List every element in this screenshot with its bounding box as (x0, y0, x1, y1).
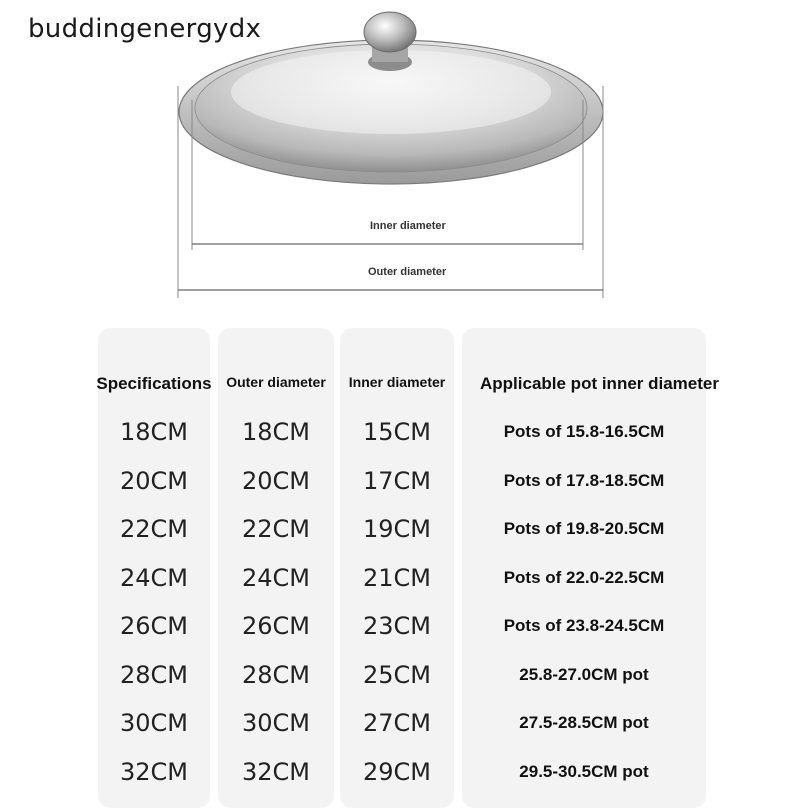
inner-diameter-cell: 17CM (362, 466, 431, 495)
header-specifications: Specifications (96, 374, 212, 393)
applicable-pot-cell: Pots of 17.8-18.5CM (503, 470, 665, 490)
inner-diameter-cell: 27CM (362, 709, 431, 737)
lid-knob (364, 12, 416, 52)
spec-cell: 18CM (119, 418, 188, 446)
inner-diameter-cell: 19CM (362, 515, 431, 543)
outer-diameter-cell: 24CM (241, 563, 310, 592)
inner-diameter-label: Inner diameter (370, 220, 446, 232)
spec-cell: 30CM (119, 709, 188, 737)
header-outer-diameter: Outer diameter (226, 374, 326, 390)
watermark: buddingenergydx (28, 14, 262, 44)
outer-diameter-cell: 30CM (241, 709, 310, 737)
spec-cell: 20CM (119, 466, 188, 495)
outer-diameter-cell: 26CM (241, 612, 310, 640)
header-applicable-pot: Applicable pot inner diameter (480, 374, 719, 393)
spec-cell: 22CM (119, 515, 188, 543)
inner-diameter-cell: 15CM (362, 418, 431, 446)
outer-diameter-cell: 32CM (241, 757, 310, 786)
header-inner-diameter: Inner diameter (348, 374, 446, 390)
outer-diameter-label: Outer diameter (368, 266, 447, 278)
spec-cell: 24CM (119, 563, 188, 592)
inner-diameter-cell: 29CM (362, 757, 431, 786)
inner-diameter-cell: 21CM (362, 563, 431, 592)
spec-cell: 28CM (119, 660, 188, 689)
inner-diameter-cell: 25CM (362, 660, 431, 689)
outer-diameter-cell: 20CM (241, 466, 310, 495)
applicable-pot-cell: 27.5-28.5CM pot (519, 713, 649, 732)
applicable-pot-cell: 25.8-27.0CM pot (519, 664, 649, 684)
inner-diameter-cell: 23CM (362, 612, 431, 640)
applicable-pot-cell: 29.5-30.5CM pot (519, 761, 649, 781)
applicable-pot-cell: Pots of 19.8-20.5CM (503, 519, 665, 538)
outer-diameter-cell: 28CM (241, 660, 310, 689)
applicable-pot-cell: Pots of 22.0-22.5CM (503, 567, 665, 587)
applicable-pot-cell: Pots of 15.8-16.5CM (503, 422, 665, 441)
outer-diameter-cell: 18CM (241, 418, 310, 446)
spec-cell: 26CM (119, 612, 188, 640)
outer-diameter-cell: 22CM (241, 515, 310, 543)
applicable-pot-cell: Pots of 23.8-24.5CM (503, 616, 665, 635)
spec-cell: 32CM (119, 757, 188, 786)
